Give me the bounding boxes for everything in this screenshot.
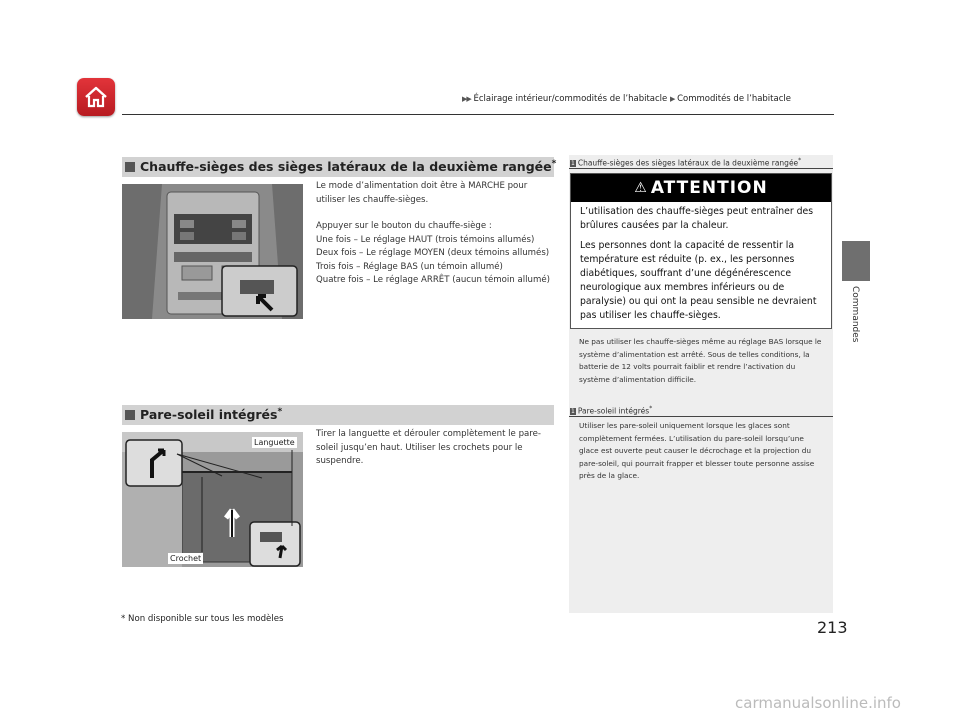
hook-label: Crochet	[170, 554, 202, 563]
attention-text-2: Les personnes dont la capacité de ressentir la température est réduite (p. ex., les personnes diabétiques, souffrant d’une dégénérescence neurologique aux membres inférieurs ou de paralysie) ou qui ont la peau sensible ne devraient pas utiliser les chauffe-sièges.	[580, 240, 817, 321]
step-line: Appuyer sur le bouton du chauffe-siège :	[316, 221, 492, 231]
attention-box	[570, 173, 832, 329]
section-heading-sunshades: Pare-soleil intégrés*	[122, 405, 554, 425]
step-line: Une fois – Le réglage HAUT (trois témoins allumés)	[316, 234, 535, 245]
seat-heater-illustration	[122, 184, 303, 319]
note-heading-seat-heaters: 1 Chauffe-sièges des sièges latéraux de la deuxième rangée*	[571, 157, 802, 168]
breadcrumb-item-2[interactable]: Commodités de l’habitacle	[677, 94, 791, 104]
step-line: Trois fois – Réglage BAS (un témoin allumé)	[316, 261, 503, 272]
section-marker-icon	[125, 162, 135, 172]
note-text-seat-heaters: Ne pas utiliser les chauffe-sièges même au réglage BAS lorsque le système d’alimentation est arrêté. Sous de telles conditions, la batterie de 12 volts pourrait faiblir et rendre l’activation du système d’alimentation difficile.	[579, 337, 822, 384]
breadcrumb	[462, 94, 791, 104]
warning-icon: ⚠	[634, 180, 648, 196]
tab-label: Languette	[254, 438, 295, 447]
step-line: Quatre fois – Le réglage ARRÊT (aucun témoin allumé)	[316, 275, 550, 285]
attention-text-1: L’utilisation des chauffe-sièges peut entraîner des brûlures causées par la chaleur.	[580, 206, 814, 231]
page-number: 213	[817, 618, 848, 637]
chapter-tab[interactable]	[842, 241, 870, 281]
sunshade-illustration	[122, 432, 303, 567]
attention-header: ⚠ ATTENTION	[571, 174, 831, 202]
section-title: Chauffe-sièges des sièges latéraux de la deuxième rangée	[140, 159, 552, 175]
sunshade-instructions: Tirer la languette et dérouler complètement le pare-soleil jusqu’en haut. Utiliser les crochets pour le suspendre.	[316, 429, 542, 466]
section-title: Pare-soleil intégrés	[140, 407, 278, 423]
footnote: * Non disponible sur tous les modèles	[121, 614, 284, 624]
seat-heater-steps	[316, 220, 554, 288]
home-button[interactable]	[77, 78, 115, 116]
section-heading-seat-heaters: Chauffe-sièges des sièges latéraux de la deuxième rangée*	[122, 157, 554, 177]
breadcrumb-arrow-icon: ▶	[669, 95, 675, 103]
home-icon	[84, 85, 108, 109]
step-line: Deux fois – Le réglage MOYEN (deux témoins allumés)	[316, 248, 550, 258]
header-divider	[122, 114, 834, 115]
breadcrumb-item-1[interactable]: Éclairage intérieur/commodités de l’habitacle	[473, 94, 668, 104]
breadcrumb-arrow-icon: ▶▶	[462, 95, 471, 103]
note-heading-sunshades: 1 Pare-soleil intégrés*	[571, 405, 653, 416]
note-divider	[569, 416, 833, 417]
seat-heater-intro: Le mode d’alimentation doit être à MARCHE pour utiliser les chauffe-sièges.	[316, 181, 528, 205]
section-marker-icon	[125, 410, 135, 420]
note-text-sunshades: Utiliser les pare-soleil uniquement lorsque les glaces sont complètement fermées. L’utilisation du pare-soleil lorsqu’une glace est ouverte peut causer le décrochage et la projection du pare-soleil, qui pourrait frapper et blesser toute personne assise près de la glace.	[579, 421, 815, 481]
note-divider	[569, 168, 833, 169]
watermark: carmanualsonline.info	[735, 694, 901, 712]
chapter-tab-label: Commandes	[850, 286, 860, 343]
